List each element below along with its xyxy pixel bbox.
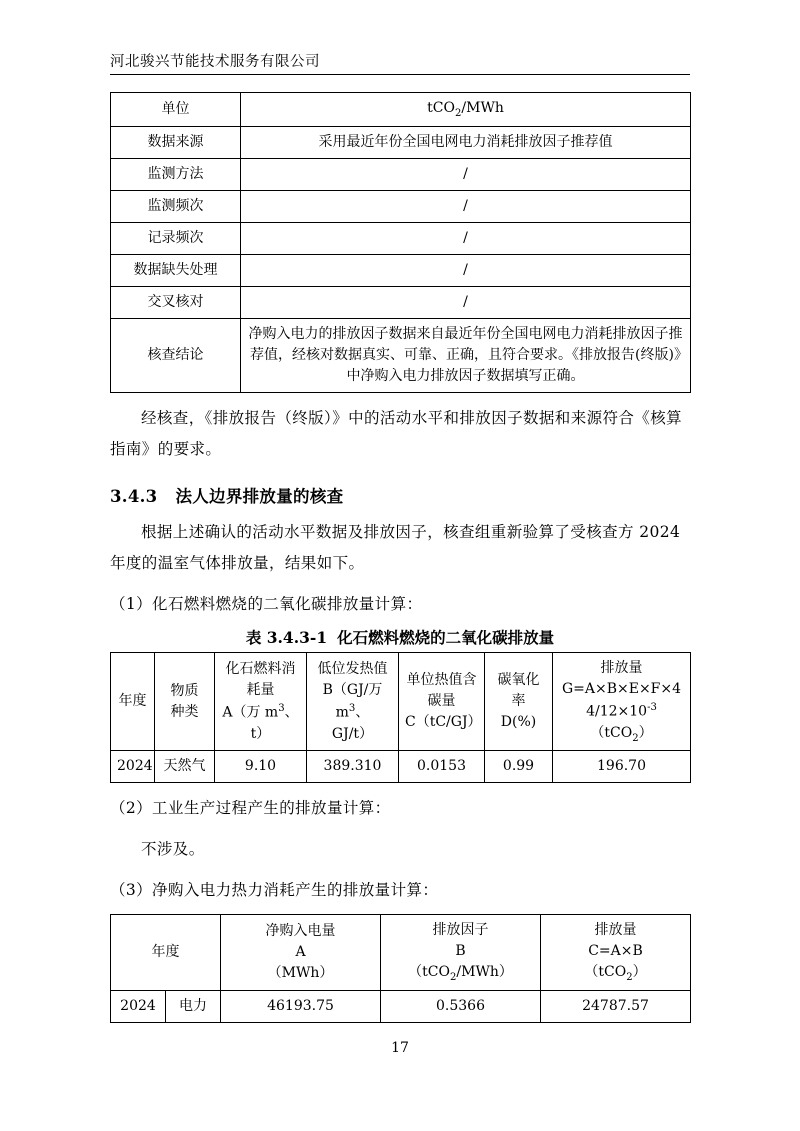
- row-value: 净购入电力的排放因子数据来自最近年份全国电网电力消耗排放因子推荐值，经核对数据真实、可靠、正确，且符合要求。《排放报告(终版)》中净购入电力排放因子数据填写正确。: [241, 318, 691, 392]
- row-label: 核查结论: [111, 318, 241, 392]
- cell-factor: 0.5366: [381, 991, 541, 1023]
- row-value: /: [241, 190, 691, 222]
- column-header-year: 年度: [111, 915, 221, 991]
- caption-text: 化石燃料燃烧的二氧化碳排放量: [337, 627, 555, 647]
- cell-type: 电力: [166, 991, 221, 1023]
- row-value: /: [241, 286, 691, 318]
- header-company-name: 河北骏兴节能技术服务有限公司: [110, 54, 320, 70]
- row-label: 记录频次: [111, 222, 241, 254]
- table-row: [111, 991, 691, 1023]
- row-value: /: [241, 222, 691, 254]
- section-heading: [110, 483, 690, 507]
- list-item-2-answer: 不涉及。: [141, 840, 205, 859]
- header-divider: [110, 74, 690, 75]
- table-row: [111, 190, 691, 222]
- cell-year: 2024: [111, 991, 166, 1023]
- paragraph-recalculation: 根据上述确认的活动水平数据及排放因子，核查组重新验算了受核查方 2024 年度的温室气体排放量，结果如下。: [110, 522, 681, 572]
- cell-emission: 196.70: [553, 751, 691, 783]
- table-row: [111, 93, 691, 127]
- page-number: 17: [391, 1040, 409, 1056]
- row-label: 监测频次: [111, 190, 241, 222]
- column-header-emission-factor: 排放因子 B （tCO$_2$/MWh）: [381, 915, 541, 991]
- row-label: 数据缺失处理: [111, 254, 241, 286]
- table-header-row: [111, 915, 691, 991]
- row-value: /: [241, 158, 691, 190]
- purchased-power-emission-table: [110, 914, 691, 1023]
- fossil-fuel-emission-table: [110, 652, 691, 784]
- column-header-net-purchased-power: 净购入电量 A （MWh）: [221, 915, 381, 991]
- page-header: [110, 50, 690, 71]
- emission-factor-table: [110, 92, 691, 393]
- row-value: tCO$_2$/MWh: [241, 93, 691, 127]
- row-value: 采用最近年份全国电网电力消耗排放因子推荐值: [241, 126, 691, 158]
- cell-consumption: 9.10: [215, 751, 307, 783]
- cell-carbon-content: 0.0153: [399, 751, 485, 783]
- section-number: 3.4.3: [110, 486, 158, 506]
- section-title: 法人边界排放量的核查: [175, 486, 344, 506]
- column-header-carbon-content: 单位热值含 碳量 C（tC/GJ）: [399, 652, 485, 751]
- cell-year: 2024: [111, 751, 155, 783]
- cell-substance: 天然气: [155, 751, 215, 783]
- row-label: 单位: [111, 93, 241, 127]
- table-row: [111, 222, 691, 254]
- caption-number: 表 3.4.3-1: [245, 627, 328, 647]
- table-row: [111, 126, 691, 158]
- row-value: /: [241, 254, 691, 286]
- column-header-emission: 排放量 C=A×B （tCO$_2$）: [541, 915, 691, 991]
- column-header-emission: 排放量 G=A×B×E×F×4 $4/12\times 10^{-3}$ （tCO$_2$）: [553, 652, 691, 751]
- document-content: [110, 92, 690, 1023]
- table-row: [111, 254, 691, 286]
- table-row: [111, 751, 691, 783]
- list-item-3: （3）净购入电力热力消耗产生的排放量计算：: [110, 881, 439, 900]
- list-item-2: （2）工业生产过程产生的排放量计算：: [110, 799, 391, 818]
- cell-heat-value: 389.310: [307, 751, 399, 783]
- row-label: 数据来源: [111, 126, 241, 158]
- cell-quantity: 46193.75: [221, 991, 381, 1023]
- column-header-substance: 物质 种类: [155, 652, 215, 751]
- paragraph-conclusion: 经核查，《排放报告（终版）》中的活动水平和排放因子数据和来源符合《核算指南》的要求。: [110, 408, 683, 458]
- column-header-oxidation-rate: 碳氧化率 D(%): [485, 652, 553, 751]
- cell-oxidation-rate: 0.99: [485, 751, 553, 783]
- column-header-consumption: 化石燃料消 耗量 A（万 $m^3$、t）: [215, 652, 307, 751]
- list-item-1: （1）化石燃料燃烧的二氧化碳排放量计算：: [110, 594, 423, 613]
- row-label: 监测方法: [111, 158, 241, 190]
- column-header-year: 年度: [111, 652, 155, 751]
- table-row: [111, 286, 691, 318]
- table-row: [111, 158, 691, 190]
- cell-emission: 24787.57: [541, 991, 691, 1023]
- table-header-row: [111, 652, 691, 751]
- table-row: [111, 318, 691, 392]
- column-header-heat-value: 低位发热值 B（GJ/万 $m^3$、 GJ/t）: [307, 652, 399, 751]
- table-caption: [110, 626, 690, 648]
- row-label: 交叉核对: [111, 286, 241, 318]
